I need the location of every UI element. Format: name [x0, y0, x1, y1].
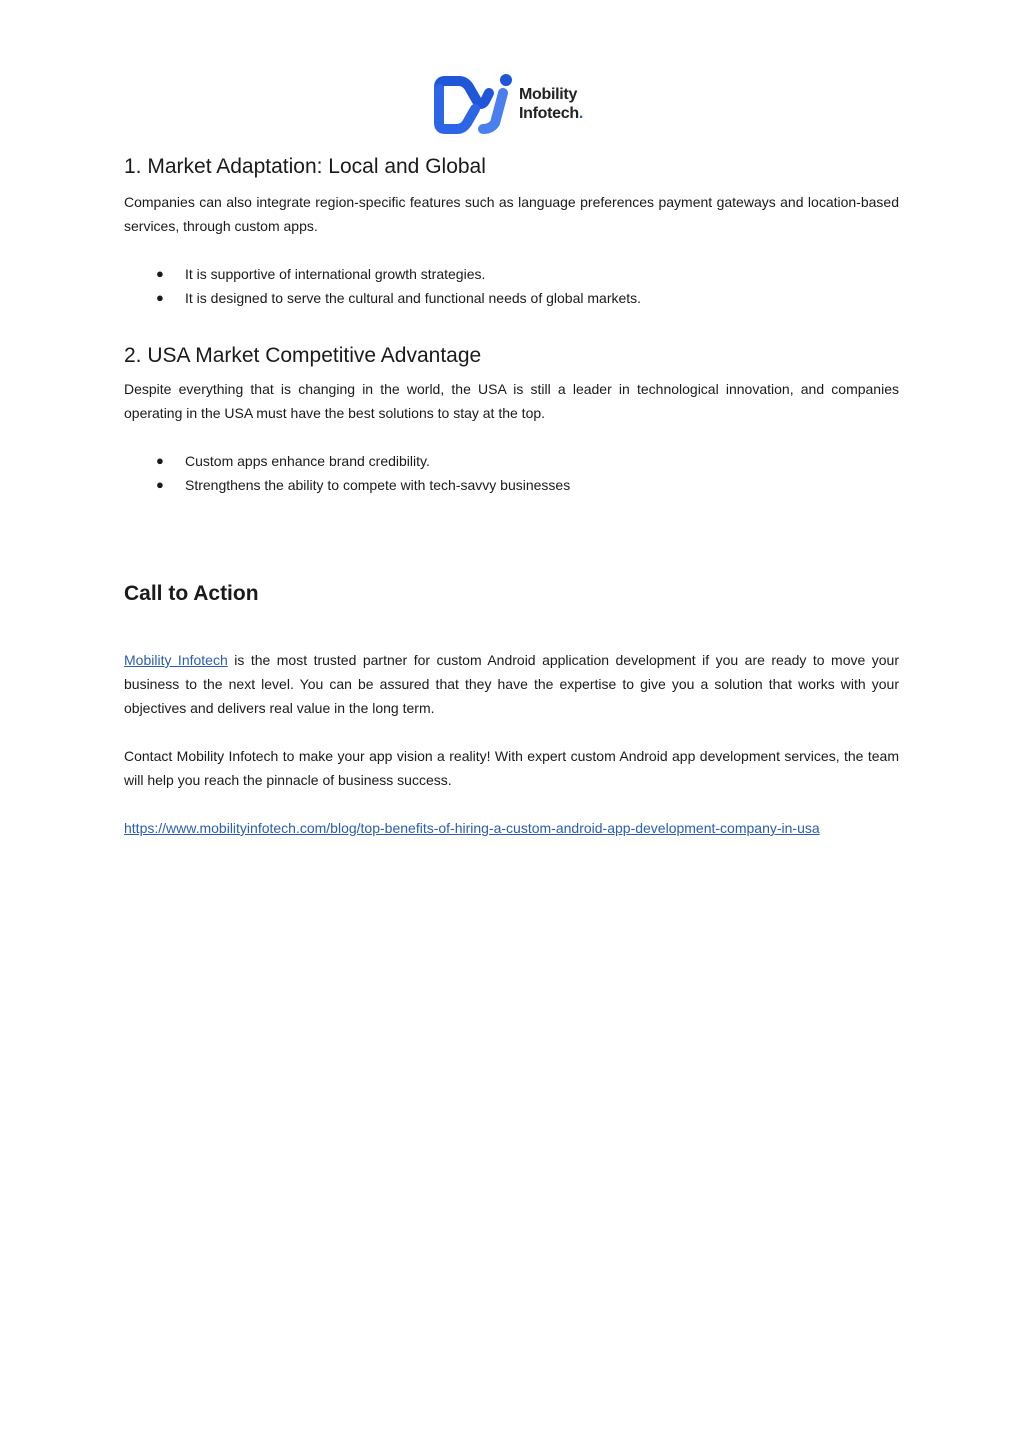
section-paragraph: Companies can also integrate region-specific features such as language preferences payment gateways and location-based services, through custom apps.: [124, 194, 899, 234]
logo-line-1: Mobility: [519, 86, 578, 103]
logo-line-2: Infotech.: [519, 105, 583, 122]
article-url-link[interactable]: https://www.mobilityinfotech.com/blog/top-benefits-of-hiring-a-custom-android-app-development-company-in-usa: [124, 820, 820, 836]
bullet-icon: ●: [156, 453, 164, 468]
bullet-icon: ●: [156, 477, 164, 492]
cta-url-paragraph: [124, 816, 899, 840]
section-market-adaptation: [124, 150, 899, 310]
logo-wordmark: [519, 85, 583, 123]
logo-mark-icon: [433, 73, 513, 135]
bullet-list: [124, 262, 899, 310]
document-body: [124, 150, 899, 840]
section-usa-advantage: [124, 339, 899, 497]
list-item: ● Strengthens the ability to compete with tech-savvy businesses: [124, 473, 899, 497]
section-heading: 1. Market Adaptation: Local and Global: [124, 155, 486, 178]
mobility-infotech-link[interactable]: Mobility Infotech: [124, 652, 228, 668]
list-item: ● It is supportive of international growth strategies.: [124, 262, 899, 286]
section-call-to-action: [124, 577, 899, 840]
company-logo: [433, 72, 601, 136]
section-paragraph: Despite everything that is changing in the world, the USA is still a leader in technological innovation, and companies operating in the USA must have the best solutions to stay at the top.: [124, 381, 899, 421]
cta-paragraph-1: Mobility Infotech is the most trusted partner for custom Android application development if you are ready to move your business to the next level. You can be assured that they have the expertise to give you a solution that works with your objectives and delivers real value in the long term.: [124, 652, 899, 716]
list-item: ● Custom apps enhance brand credibility.: [124, 449, 899, 473]
logo-dot: .: [578, 105, 583, 122]
cta-heading: Call to Action: [124, 582, 259, 605]
bullet-icon: ●: [156, 266, 164, 281]
section-heading: 2. USA Market Competitive Advantage: [124, 344, 482, 367]
cta-paragraph-2: Contact Mobility Infotech to make your app vision a reality! With expert custom Android app development services, the team will help you reach the pinnacle of business success.: [124, 748, 899, 788]
bullet-icon: ●: [156, 290, 164, 305]
bullet-list: [124, 449, 899, 497]
list-item: ● It is designed to serve the cultural and functional needs of global markets.: [124, 286, 899, 310]
